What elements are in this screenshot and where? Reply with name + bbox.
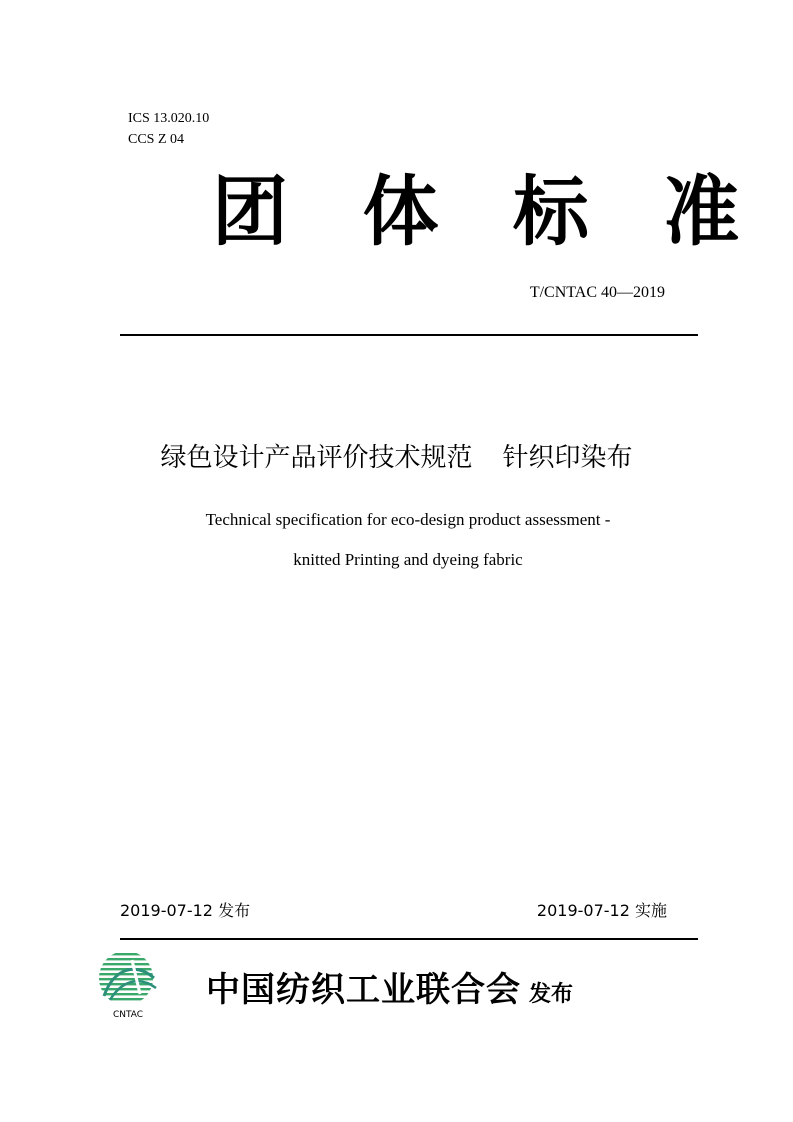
publisher	[206, 962, 573, 1011]
publisher-suffix: 发布	[529, 981, 574, 1007]
implementation-date: 2019-07-12 实施	[536, 901, 667, 920]
ccs-code: CCS Z 04	[128, 132, 185, 147]
publisher-name: 中国纺织工业联合会	[206, 970, 521, 1010]
bottom-divider	[120, 938, 698, 940]
logo-caption: CNTAC	[112, 1010, 144, 1020]
ics-code: ICS 13.020.10	[128, 111, 210, 126]
english-title-line2: knitted Printing and dyeing fabric	[293, 550, 523, 569]
chinese-title-part2: 针织印染布	[502, 443, 633, 473]
chinese-title-part1: 绿色设计产品评价技术规范	[160, 443, 473, 473]
standard-number: T/CNTAC 40—2019	[529, 284, 665, 301]
issue-date: 2019-07-12 发布	[120, 901, 251, 920]
chinese-title	[0, 440, 793, 476]
cntac-logo-icon	[96, 948, 160, 1008]
category-title: 团 体 标 准	[212, 167, 764, 256]
english-title-line1: Technical specification for eco-design product assessment -	[205, 510, 611, 529]
cntac-logo	[96, 948, 160, 1026]
classification-codes	[128, 108, 209, 150]
top-divider	[120, 334, 698, 336]
